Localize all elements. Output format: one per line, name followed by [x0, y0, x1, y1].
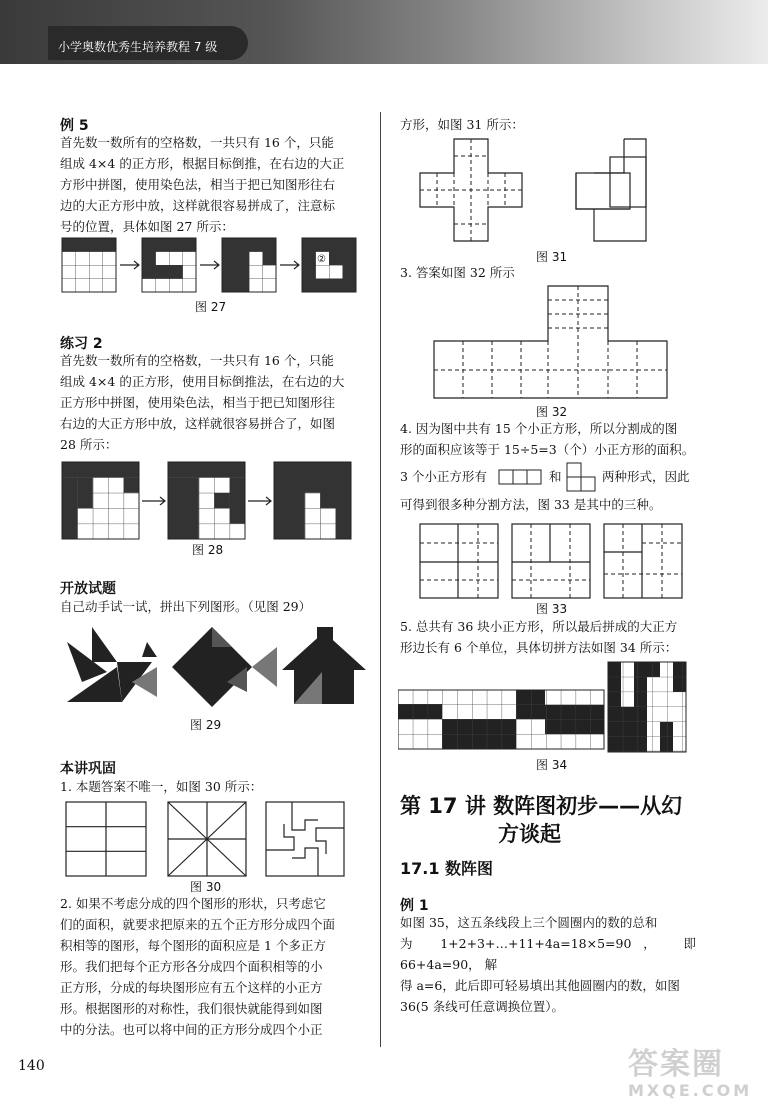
page-number: 140: [18, 1058, 45, 1074]
item-4-forms-prefix: 3 个小正方形有: [400, 469, 487, 484]
three-square-l-shape: [566, 462, 598, 492]
item-4-conclusion: 可得到很多种分割方法，图 33 是其中的三种。: [400, 497, 662, 512]
lesson-17-title-line-2: 方谈起: [498, 822, 561, 846]
example-5-text: 首先数一数所有的空格数，一共只有 16 个，只能 组成 4×4 的正方形，根据目标倒推，在右边的大正 方形中拼图，使用染色法，相当于把已知图形往右 边的大正方形中放，这样就很容易拼成了，注意标 号的位置，具体如图 27 所示：: [60, 135, 345, 234]
item-5-text: 5. 总共有 36 块小正方形，所以最后拼成的大正方 形边长有 6 个单位，具体切拼方法如图 34 所示：: [400, 619, 678, 655]
lesson-17-title-line-1: 第 17 讲 数阵图初步——从幻: [400, 794, 683, 818]
practice-2-text: 首先数一数所有的空格数，一共只有 16 个，只能 组成 4×4 的正方形，使用目标倒推法，在右边的大 正方形中拼图，使用染色法，相当于把已知图形往 右边的大正方形中放，这样就很容易拼合了，如图 28 所示：: [60, 353, 345, 452]
figure-29-caption: 图 29: [190, 718, 222, 732]
item-3-text: 3. 答案如图 32 所示: [400, 265, 515, 280]
figure-28-caption: 图 28: [192, 543, 224, 557]
example-5-title: 例 5: [60, 118, 89, 134]
figure-28: [60, 460, 360, 540]
figure-33: [418, 522, 688, 600]
figure-31-caption: 图 31: [536, 250, 568, 264]
example-1-title: 例 1: [400, 898, 429, 914]
header-title: 小学奥数优秀生培养教程 7 级: [58, 40, 218, 54]
watermark: 答案圈 MXQE.COM: [628, 1047, 753, 1100]
item-4-and: 和: [549, 469, 562, 484]
figure-34: [398, 660, 698, 756]
open-question-title: 开放试题: [60, 581, 116, 597]
tangram-house: [282, 627, 366, 704]
review-item-1: 1. 本题答案不唯一，如图 30 所示：: [60, 779, 263, 794]
figure-29: [62, 622, 367, 712]
figure-32-caption: 图 32: [536, 405, 568, 419]
column-divider: [380, 112, 381, 1047]
continued-text: 方形，如图 31 所示：: [400, 117, 524, 132]
figure-32: [432, 284, 682, 402]
section-17-1-title: 17.1 数阵图: [400, 859, 494, 878]
figure-27-mark: ②: [317, 254, 326, 265]
figure-31: [418, 137, 668, 245]
practice-2-title: 练习 2: [60, 336, 103, 352]
three-square-straight-shape: [498, 469, 542, 485]
figure-27: [60, 236, 360, 294]
item-4-text: 4. 因为图中共有 15 个小正方形，所以分割成的图 形的面积应该等于 15÷5=3（个）小正方形的面积。: [400, 421, 695, 457]
figure-34-caption: 图 34: [536, 758, 568, 772]
tangram-fish: [172, 627, 277, 707]
review-item-2: 2. 如果不考虑分成的四个图形的形状，只考虑它 们的面积，就要求把原来的五个正方形分成四个面 积相等的图形，每个图形的面积应是 1 个多正方 形。我们把每个正方形各分成四个面积相等的小 正方形，分成的每块图形应有五个这样的小正方 形。根据图形的对称性，我们很快就能得到如图 中的分法。也可以将中间的正方形分成四个小正: [60, 896, 336, 1037]
figure-30-caption: 图 30: [190, 880, 222, 894]
tangram-bird: [67, 627, 157, 702]
open-question-text: 自己动手试一试，拼出下列图形。（见图 29）: [60, 599, 312, 614]
figure-33-caption: 图 33: [536, 602, 568, 616]
review-title: 本讲巩固: [60, 761, 116, 777]
figure-27-caption: 图 27: [195, 300, 227, 314]
example-1-text: 如图 35，这五条线段上三个圆圈内的数的总和 为 1+2+3+…+11+4a=18×5=90， 即 66+4a=90， 解 得 a=6，此后即可轻易填出其他圆圈内的数，如图 36(5 条线可任意调换位置）。: [400, 915, 696, 1014]
figure-30: [62, 800, 352, 880]
item-4-forms-suffix: 两种形式，因此: [602, 469, 690, 484]
